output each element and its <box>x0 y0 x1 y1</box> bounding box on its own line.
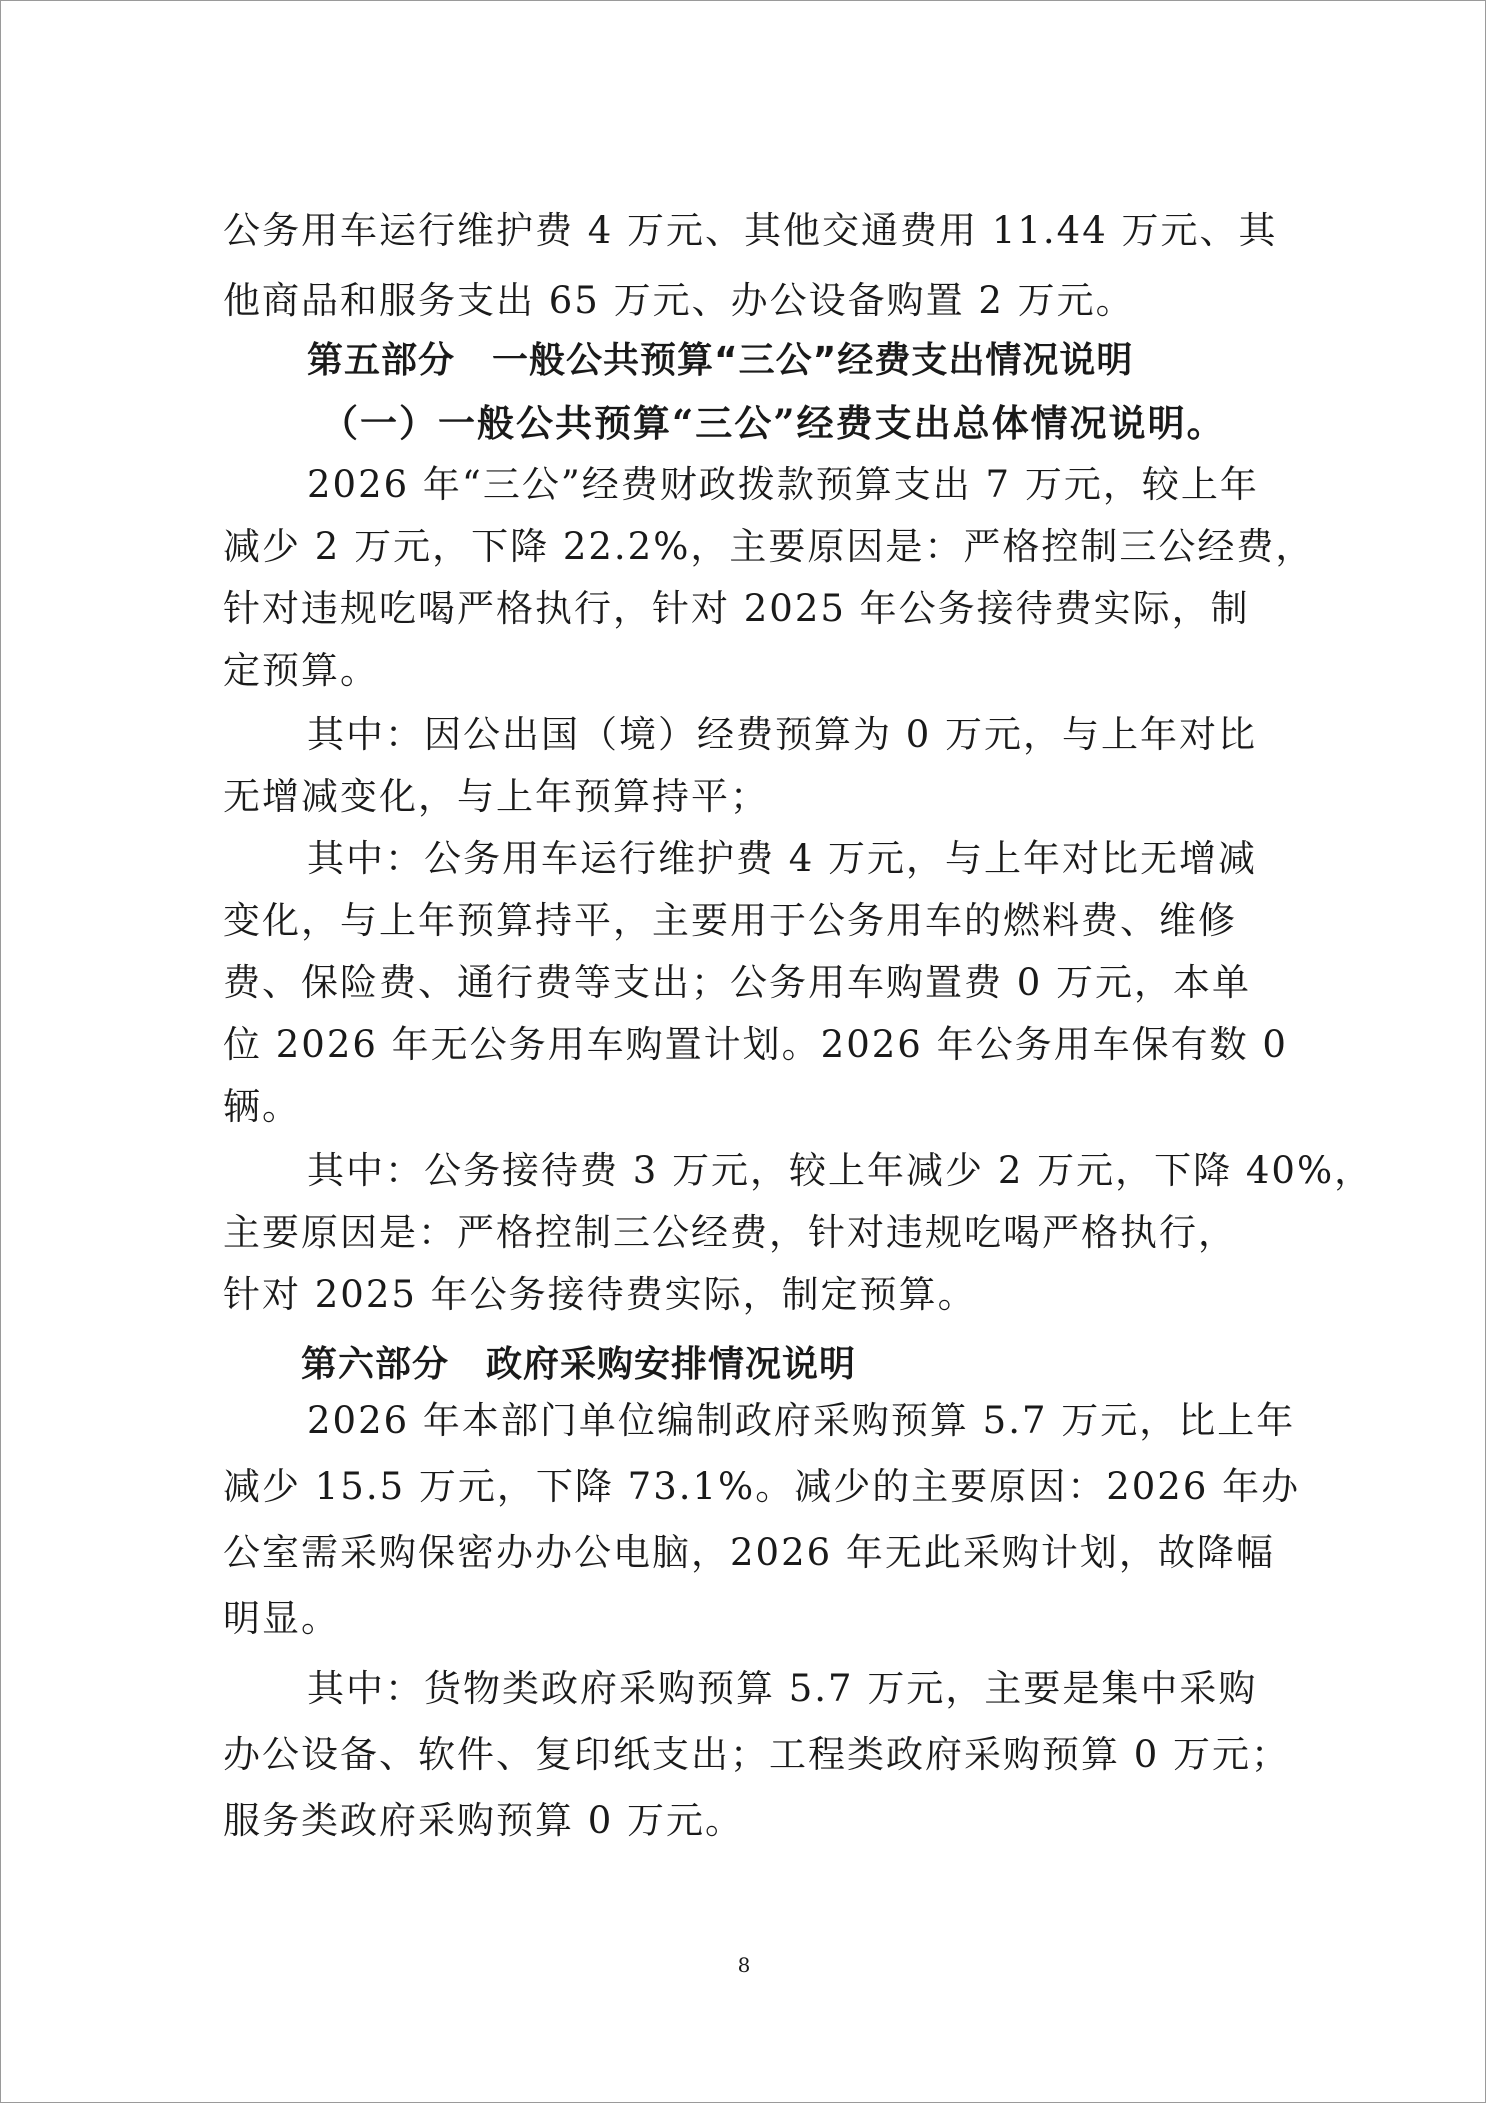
body-line: 主要原因是：严格控制三公经费，针对违规吃喝严格执行， <box>223 1211 1237 1254</box>
body-line: 变化，与上年预算持平，主要用于公务用车的燃料费、维修 <box>223 899 1237 942</box>
body-line: 费、保险费、通行费等支出；公务用车购置费 0 万元，本单 <box>223 961 1252 1004</box>
body-line: 其中：货物类政府采购预算 5.7 万元，主要是集中采购 <box>307 1667 1258 1710</box>
body-line: 减少 15.5 万元，下降 73.1%。减少的主要原因：2026 年办 <box>223 1465 1301 1508</box>
body-line: 其中：公务接待费 3 万元，较上年减少 2 万元，下降 40%， <box>307 1149 1374 1192</box>
body-line: 2026 年“三公”经费财政拨款预算支出 7 万元，较上年 <box>307 463 1259 506</box>
body-line: 服务类政府采购预算 0 万元。 <box>223 1799 745 1842</box>
body-line: 明显。 <box>223 1597 340 1640</box>
body-line: 他商品和服务支出 65 万元、办公设备购置 2 万元。 <box>223 279 1135 322</box>
body-line: 针对违规吃喝严格执行，针对 2025 年公务接待费实际，制 <box>223 587 1250 630</box>
body-line: 无增减变化，与上年预算持平； <box>223 775 769 818</box>
body-line: 辆。 <box>223 1085 301 1128</box>
section-heading-part-six: 第六部分 政府采购安排情况说明 <box>301 1344 857 1385</box>
body-line: 针对 2025 年公务接待费实际，制定预算。 <box>223 1273 977 1316</box>
body-line: 定预算。 <box>223 649 379 692</box>
body-line: 2026 年本部门单位编制政府采购预算 5.7 万元，比上年 <box>307 1399 1296 1442</box>
body-line: 办公设备、软件、复印纸支出；工程类政府采购预算 0 万元； <box>223 1733 1291 1776</box>
subsection-heading: （一）一般公共预算“三公”经费支出总体情况说明。 <box>321 401 1226 445</box>
body-line: 减少 2 万元，下降 22.2%，主要原因是：严格控制三公经费， <box>223 525 1315 568</box>
body-line: 位 2026 年无公务用车购置计划。2026 年公务用车保有数 0 <box>223 1023 1288 1066</box>
body-line: 其中：公务用车运行维护费 4 万元，与上年对比无增减 <box>307 837 1258 880</box>
section-heading-part-five: 第五部分 一般公共预算“三公”经费支出情况说明 <box>307 340 1134 381</box>
body-line: 其中：因公出国（境）经费预算为 0 万元，与上年对比 <box>307 713 1258 756</box>
page-number: 8 <box>737 1953 751 1977</box>
body-line: 公室需采购保密办办公电脑，2026 年无此采购计划，故降幅 <box>223 1531 1275 1574</box>
body-line: 公务用车运行维护费 4 万元、其他交通费用 11.44 万元、其 <box>223 209 1278 252</box>
